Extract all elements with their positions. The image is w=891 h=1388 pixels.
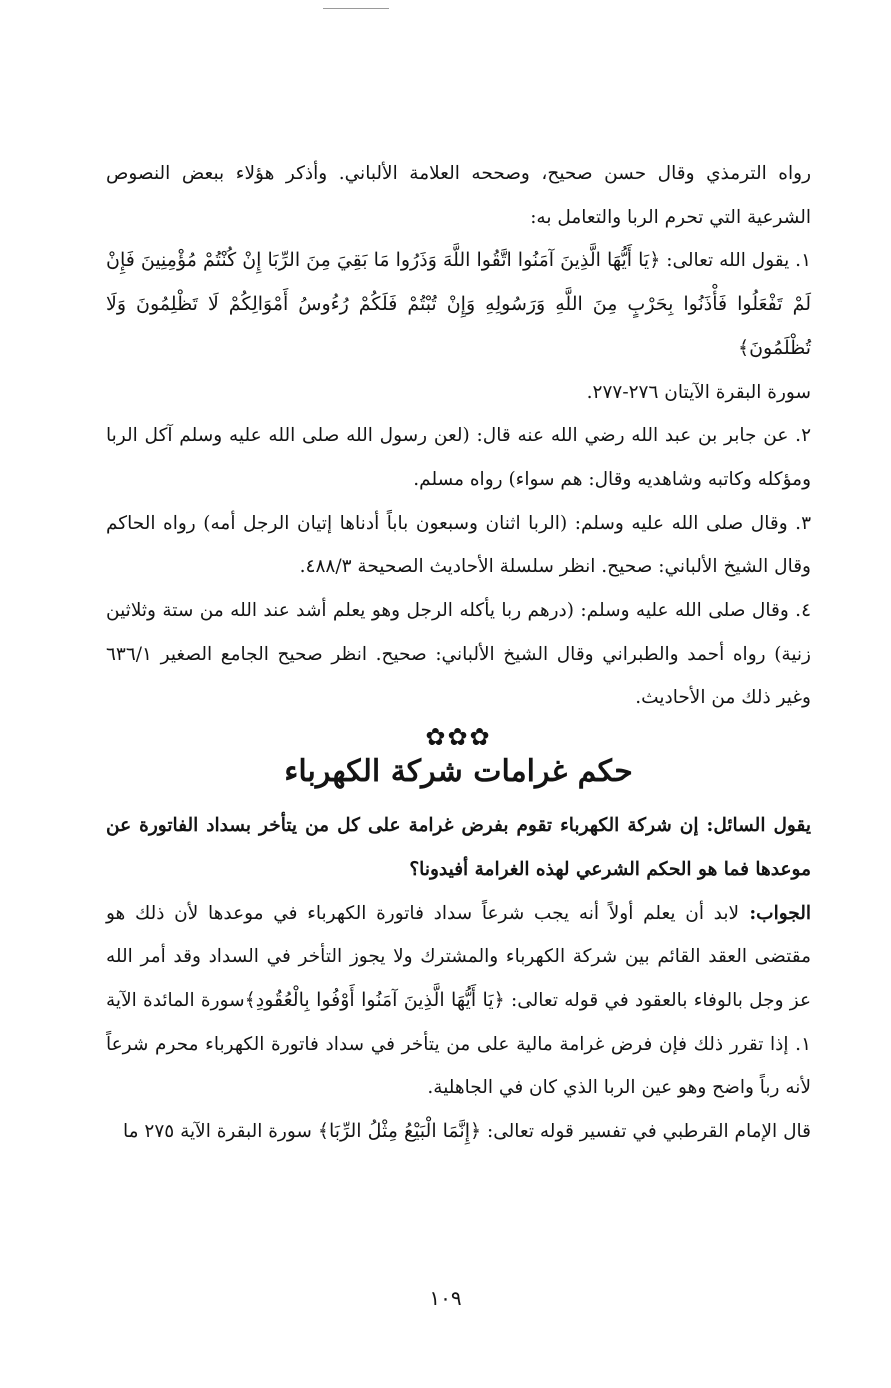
intro-paragraph xyxy=(106,152,811,239)
closing-text-2: سورة البقرة الآية ٢٧٥ ما xyxy=(122,1121,318,1143)
answer-text-1: لابد أن يعلم أولاً أنه يجب شرعاً سداد فاتورة الكهرباء في موعدها لأن ذلك هو مقتضى العقد القائم بين شركة الكهرباء والمشترك ولا يجوز التأخر في السداد وقد أمر الله عز وجل بالوفاء بالعقود في قوله تعالى: xyxy=(106,902,812,1011)
evidence-1-prefix: ١. يقول الله تعالى: xyxy=(660,250,811,272)
intro-line-1: رواه الترمذي وقال حسن صحيح، وصححه العلامة الألباني. وأذكر هؤلاء ببعض xyxy=(181,163,811,184)
question-paragraph: يقول السائل: إن شركة الكهرباء تقوم بفرض غرامة على كل من يتأخر بسداد الفاتورة عن موعدها فما هو الحكم الشرعي لهذه الغرامة أفيدونا؟ xyxy=(106,815,811,880)
page-body xyxy=(106,152,811,1154)
intro-line-2: النصوص الشرعية التي تحرم الربا والتعامل به: xyxy=(106,163,811,228)
answer-paragraph xyxy=(106,892,811,1111)
section-title: حكم غرامات شركة الكهرباء xyxy=(284,754,633,790)
closing-paragraph xyxy=(106,1110,811,1154)
closing-text-1: قال الإمام القرطبي في تفسير قوله تعالى: xyxy=(481,1121,811,1143)
evidence-1-source: سورة البقرة الآيتان ٢٧٦-٢٧٧. xyxy=(586,381,811,403)
answer-label: الجواب: xyxy=(739,902,811,924)
evidence-1-verse: ﴿يَا أَيُّهَا الَّذِينَ آمَنُوا اتَّقُوا اللَّهَ وَذَرُوا مَا بَقِيَ مِنَ الرِّبَا إِنْ كُنْتُمْ مُؤْمِنِينَ فَإِنْ لَمْ تَفْعَلُوا فَأْذَنُوا بِحَرْبٍ مِنَ اللَّهِ وَرَسُولِهِ وَإِنْ تُبْتُمْ فَلَكُمْ رُءُوسُ أَمْوَالِكُمْ لَا تَظْلِمُونَ وَلَا تُظْلَمُونَ﴾ xyxy=(106,249,811,359)
evidence-item-1 xyxy=(106,239,811,370)
closing-verse: ﴿إِنَّمَا الْبَيْعُ مِثْلُ الرِّبَا﴾ xyxy=(317,1120,482,1143)
answer-verse: ﴿يَا أَيُّهَا الَّذِينَ آمَنُوا أَوْفُوا بِالْعُقُودِ﴾ xyxy=(244,988,505,1011)
page-number: ١٠٩ xyxy=(429,1286,462,1310)
answer-text-2: سورة المائدة الآية ١. إذا تقرر ذلك فإن فرض غرامة مالية على من يتأخر في سداد فاتورة الكهرباء محرم شرعاً لأنه رباً واضح وهو عين الربا الذي كان في الجاهلية. xyxy=(106,989,811,1099)
top-rule xyxy=(323,8,389,9)
evidence-item-2: ٢. عن جابر بن عبد الله رضي الله عنه قال: (لعن رسول الله صلى الله عليه وسلم آكل الربا ومؤكله وكاتبه وشاهديه وقال: هم سواء) رواه مسلم. xyxy=(106,425,811,490)
evidence-item-3: ٣. وقال صلى الله عليه وسلم: (الربا اثنان وسبعون باباً أدناها إتيان الرجل أمه) رواه الحاكم وقال الشيخ الألباني: صحيح. انظر سلسلة الأحاديث الصحيحة ٤٨٨/٣. xyxy=(106,512,811,578)
section-ornament: ✿✿✿ xyxy=(425,723,492,752)
evidence-item-4: ٤. وقال صلى الله عليه وسلم: (درهم ربا يأكله الرجل وهو يعلم أشد عند الله من ستة وثلاثين زنية) رواه أحمد والطبراني وقال الشيخ الألباني: صحيح. انظر صحيح الجامع الصغير ٦٣٦/١ وغير ذلك من الأحاديث. xyxy=(106,600,811,709)
